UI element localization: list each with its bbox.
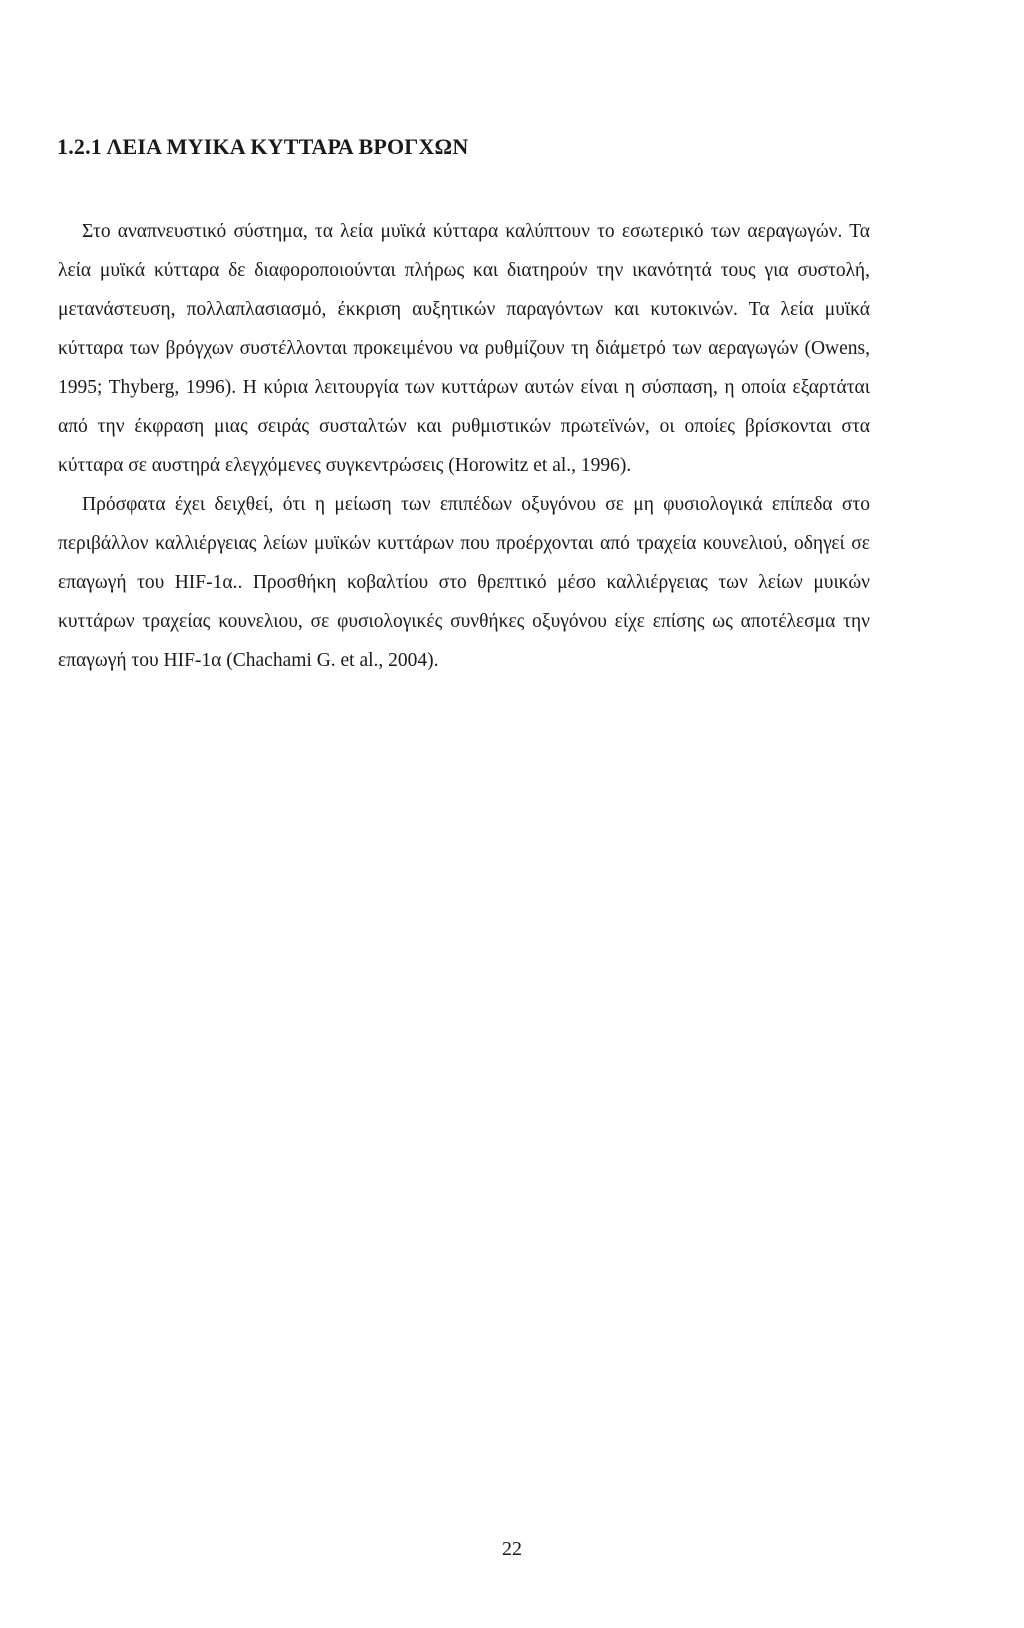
paragraph-smooth-muscle-function: Στο αναπνευστικό σύστημα, τα λεία μυϊκά κύτταρα καλύπτουν το εσωτερικό των αεραγωγών. Τα λεία μυϊκά κύτταρα δε διαφοροποιούνται πλήρως και διατηρούν την ικανότητά τους για συστολή, μετανάστευση, πολλαπλασιασμό, έκκριση αυξητικών παραγόντων και κυτοκινών. Τα λεία μυϊκά κύτταρα των βρόγχων συστέλλονται προκειμένου να ρυθμίζουν τη διάμετρό των αεραγωγών (Owens, 1995; Thyberg, 1996). Η κύρια λειτουργία των κυττάρων αυτών είναι η σύσπαση, η οποία εξαρτάται από την έκφραση μιας σειράς συσταλτών και ρυθμιστικών πρωτεϊνών, οι οποίες βρίσκονται στα κύτταρα σε αυστηρά ελεγχόμενες συγκεντρώσεις (Horowitz et al., 1996).: [58, 221, 870, 476]
body-text: [58, 212, 870, 680]
paragraph-hypoxia-findings: Πρόσφατα έχει δειχθεί, ότι η μείωση των επιπέδων οξυγόνου σε μη φυσιολογικά επίπεδα στο περιβάλλον καλλιέργειας λείων μυϊκών κυττάρων που προέρχονται από τραχεία κουνελιού, οδηγεί σε επαγωγή του HIF-1α.. Προσθήκη κοβαλτίου στο θρεπτικό μέσο καλλιέργειας των λείων μυικών κυττάρων τραχείας κουνελιου, σε φυσιολογικές συνθήκες οξυγόνου είχε επίσης ως αποτέλεσμα την επαγωγή του HIF-1α (Chachami G. et al., 2004).: [58, 494, 870, 671]
section-heading: 1.2.1 ΛΕΙΑ ΜΥΙΚΑ ΚΥΤΤΑΡΑ ΒΡΟΓΧΩΝ: [57, 134, 469, 159]
page-number: 22: [502, 1538, 522, 1560]
